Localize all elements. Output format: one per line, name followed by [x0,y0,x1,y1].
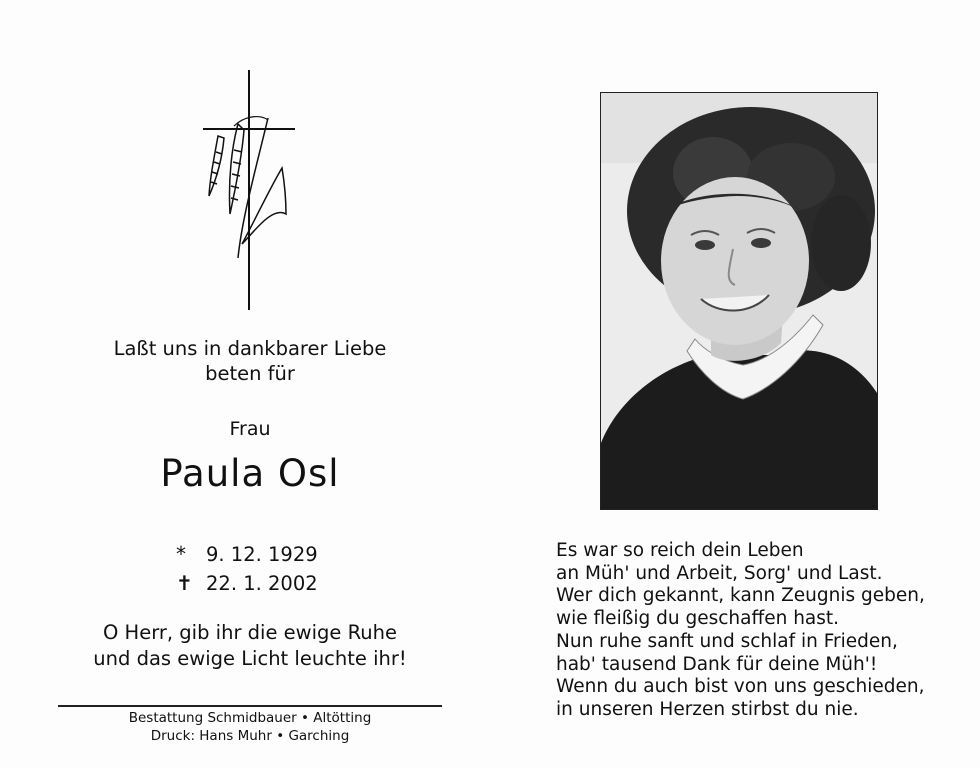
intro-line-2: beten für [205,362,295,385]
salutation: Frau [229,418,271,440]
poem-line: Nun ruhe sanft und schlaf in Frieden, [556,630,898,652]
intro-line-1: Laßt uns in dankbarer Liebe [113,337,387,360]
death-date-row [176,569,318,598]
poem-line: wie fleißig du geschaffen hast. [556,608,840,630]
death-date: 22. 1. 2002 [206,572,318,595]
poem-line: hab' tausend Dank für deine Müh'! [556,653,878,675]
prayer-text [60,620,440,672]
prayer-line-1: O Herr, gib ihr die ewige Ruhe [103,621,397,644]
poem [556,540,925,722]
portrait-photo [600,92,878,510]
deceased-name: Paula Osl [160,452,340,495]
poem-line: in unseren Herzen stirbst du nie. [556,698,859,720]
poem-line: an Müh' und Arbeit, Sorg' und Last. [556,562,883,584]
birth-star-icon: * [176,542,186,566]
death-cross-icon: ✝ [176,571,193,595]
prayer-line-2: und das ewige Licht leuchte ihr! [93,647,407,670]
life-dates [176,540,318,598]
poem-line: Wer dich gekannt, kann Zeugnis geben, [556,585,925,607]
intro-text [60,336,440,386]
cross-with-wheat-icon [198,68,300,312]
poem-line: Es war so reich dein Leben [556,540,804,561]
portrait-illustration [601,93,877,509]
divider [58,705,442,707]
imprint [60,709,440,745]
imprint-printer: Druck: Hans Muhr • Garching [150,728,350,744]
poem-line: Wenn du auch bist von uns geschieden, [556,676,925,698]
imprint-funeral-home: Bestattung Schmidbauer • Altötting [128,710,372,726]
birth-date: 9. 12. 1929 [206,543,318,566]
birth-date-row [176,540,318,569]
